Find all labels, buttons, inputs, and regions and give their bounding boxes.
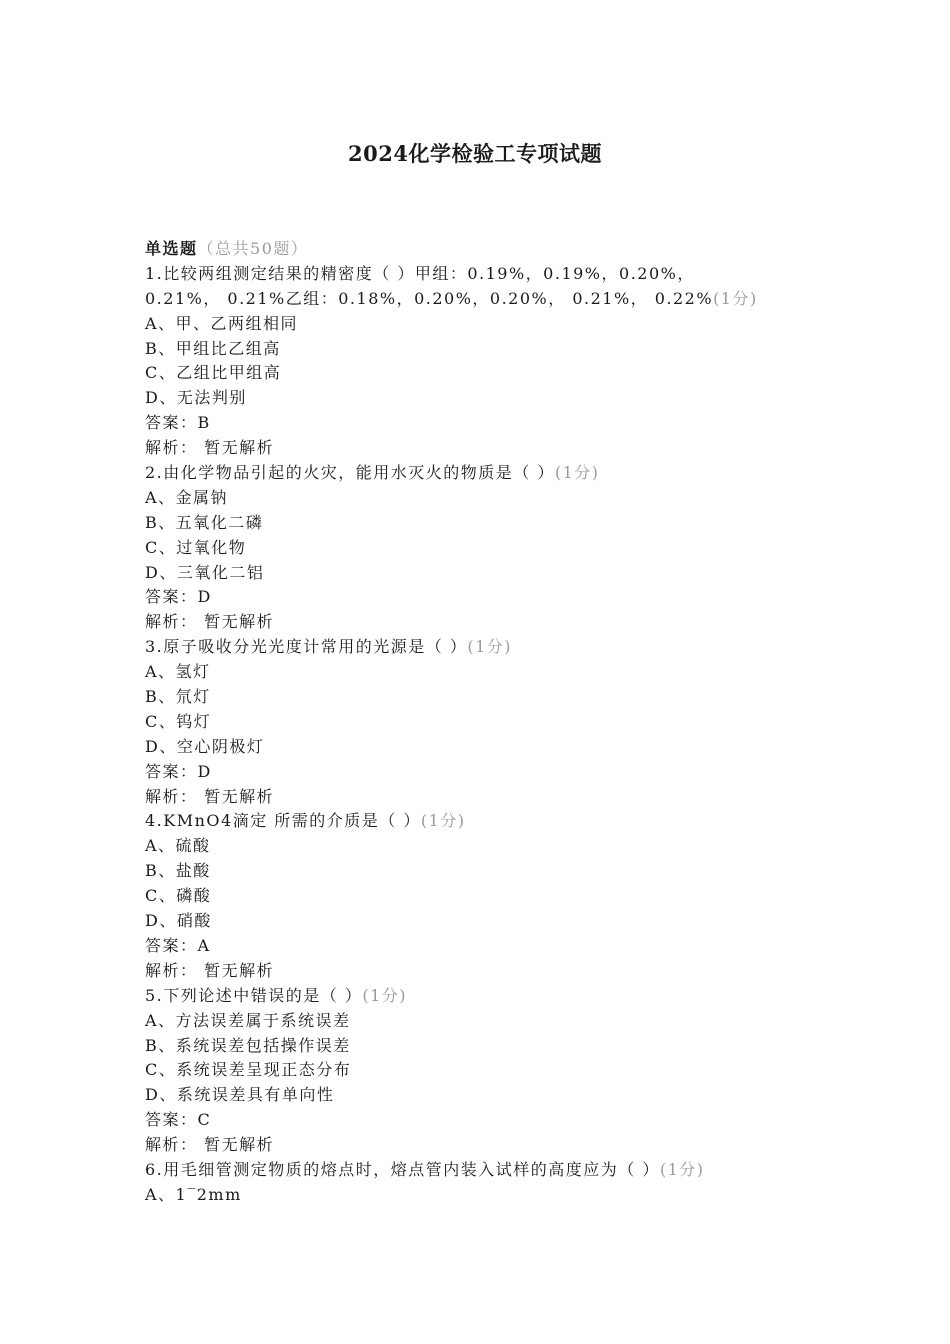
option-b: B、系统误差包括操作误差 bbox=[145, 1035, 351, 1055]
question-score: (1分) bbox=[659, 1159, 705, 1179]
question-score: (1分) bbox=[467, 637, 513, 657]
question-item bbox=[145, 635, 845, 809]
option-c: C、磷酸 bbox=[145, 886, 212, 906]
question-score: (1分) bbox=[713, 288, 758, 308]
option-d: D、无法判别 bbox=[145, 388, 247, 408]
question-stem-text: 3.原子吸收分光光度计常用的光源是（ ） bbox=[145, 637, 468, 657]
question-item bbox=[145, 984, 845, 1158]
question-stem-continued bbox=[145, 287, 845, 312]
section-heading bbox=[145, 237, 845, 262]
question-stem-text: 0.21%， 0.21%乙组：0.18%，0.20%，0.20%， 0.21%， 0.22% bbox=[145, 288, 714, 308]
option-d: D、硝酸 bbox=[145, 911, 212, 931]
question-stem-line bbox=[145, 809, 845, 834]
answer: 答案：A bbox=[145, 935, 211, 955]
analysis: 解析： 暂无解析 bbox=[145, 786, 275, 806]
section-label: 单选题 bbox=[145, 239, 198, 258]
question-score: (1分) bbox=[420, 811, 466, 831]
option-a: A、硫酸 bbox=[145, 836, 211, 856]
question-stem-text: 6.用毛细管测定物质的熔点时，熔点管内装入试样的高度应为（ ） bbox=[145, 1159, 660, 1179]
analysis: 解析： 暂无解析 bbox=[145, 612, 275, 632]
option-b: B、五氧化二磷 bbox=[145, 512, 264, 532]
question-item bbox=[145, 809, 845, 983]
option-a: A、方法误差属于系统误差 bbox=[145, 1010, 351, 1030]
question-stem: 1.比较两组测定结果的精密度（ ）甲组：0.19%，0.19%，0.20%， bbox=[145, 263, 695, 283]
option-b: B、氘灯 bbox=[145, 687, 211, 707]
question-score: (1分) bbox=[554, 463, 600, 483]
question-item bbox=[145, 262, 845, 461]
answer: 答案：D bbox=[145, 587, 212, 607]
question-score: (1分) bbox=[362, 985, 408, 1005]
question-list bbox=[145, 237, 845, 1208]
question-stem-line bbox=[145, 1158, 845, 1183]
option-a: A、甲、乙两组相同 bbox=[145, 313, 299, 333]
option-c: C、乙组比甲组高 bbox=[145, 363, 282, 383]
option-d: D、三氧化二铝 bbox=[145, 562, 265, 582]
question-item bbox=[145, 1158, 845, 1208]
option-c: C、过氧化物 bbox=[145, 537, 247, 557]
option-b: B、甲组比乙组高 bbox=[145, 338, 281, 358]
question-stem-line bbox=[145, 461, 845, 486]
answer: 答案：D bbox=[145, 761, 212, 781]
section-count: （总共50题） bbox=[197, 239, 309, 258]
question-stem-text: 5.下列论述中错误的是（ ） bbox=[145, 985, 363, 1005]
question-item bbox=[145, 461, 845, 635]
analysis: 解析： 暂无解析 bbox=[145, 1135, 275, 1155]
answer: 答案：C bbox=[145, 1110, 212, 1130]
analysis: 解析： 暂无解析 bbox=[145, 960, 275, 980]
analysis: 解析： 暂无解析 bbox=[145, 438, 275, 458]
option-c: C、系统误差呈现正态分布 bbox=[145, 1060, 352, 1080]
question-stem-text: 4.KMnO4滴定 所需的介质是（ ） bbox=[145, 811, 421, 831]
option-d: D、空心阴极灯 bbox=[145, 736, 265, 756]
option-a: A、金属钠 bbox=[145, 487, 229, 507]
option-a: A、氢灯 bbox=[145, 662, 211, 682]
option-c: C、钨灯 bbox=[145, 711, 212, 731]
option-d: D、系统误差具有单向性 bbox=[145, 1085, 335, 1105]
option-a: A、1‾2mm bbox=[145, 1184, 242, 1204]
document-title: 2024化学检验工专项试题 bbox=[348, 141, 602, 166]
option-b: B、盐酸 bbox=[145, 861, 211, 881]
question-stem-line bbox=[145, 984, 845, 1009]
question-stem-text: 2.由化学物品引起的火灾，能用水灭火的物质是（ ） bbox=[145, 463, 555, 483]
answer: 答案：B bbox=[145, 413, 211, 433]
question-stem-line bbox=[145, 635, 845, 660]
